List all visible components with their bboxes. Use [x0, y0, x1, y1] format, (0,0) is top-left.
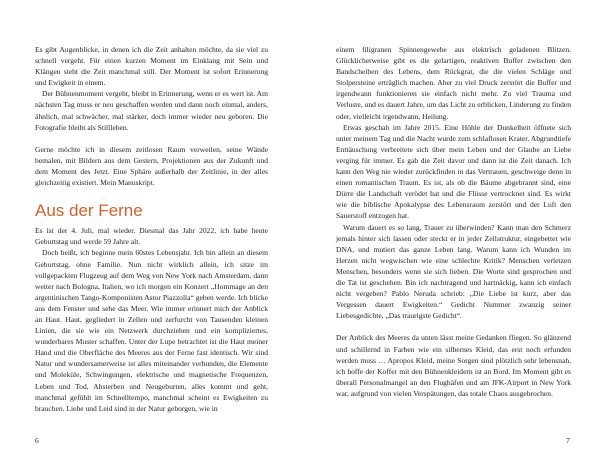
left-page — [35, 44, 268, 414]
right-text-column — [336, 44, 571, 399]
paragraph: Der Anblick des Meeres da unten lässt meine Gedanken fliegen. So glänzend und schillernd in Farben wie ein silbernes Kleid, das erst noch erfunden werden muss … Apropos Kleid, meine Sorgen sind plötzlich sehr lebensnah, ich hoffe der Koffer mit den Bühnenkleidern ist an Bord. Im Moment gibt es überall Personalmangel an den Flughäfen und am JFK-Airport in New York war, aufgrund von vielen Verspätungen, das totale Chaos ausgebrochen. — [336, 333, 571, 398]
paragraph: einem filigranen Spinnengewebe aus elektrisch geladenen Blitzen. Glücklicherweise gibt es die gelartigen, reaktiven Buffer zwischen den Bandscheiben des Lebens, dem Rückgrat, die die vielen Schläge und Stolpersteine erträglich machen. Aber zu viel Druck zerstört die Buffer und irgendwann funktionieren sie einfach nicht mehr. Zu viel Trauma und Verluste, und es dauert Jahre, um das Licht zu erblicken, Linderung zu finden oder, vielleicht irgendwann, Heilung. — [336, 45, 571, 121]
section-heading: Aus der Ferne — [35, 201, 143, 221]
paragraph: Warum dauert es so lang, Trauer zu überwinden? Kann man den Schmerz jemals hinter sich lassen oder steckt er in jeder Zellstruktur, eingebettet wie DNA, und mutiert das ganze Leben lang. Warum kann ich Wunden im Herzen nicht wegwischen wie eine schlechte Kritik? Menschen verletzen Menschen, besonders wenn sie sich lieben. Die Worte sind gesprochen und die Tat ist geschehen. Bin ich nachtragend und hartnäckig, kann ich einfach nicht vergeben? Pablo Neruda schrieb: „Die Liebe ist kurz, aber das Vergessen dauert Ewigkeiten.“ Gedicht Nummer zwanzig seiner Liebesgedichte, „Das traurigste Gedicht“. — [336, 222, 571, 321]
paragraph: Doch heißt, ich beginne mein 60stes Lebensjahr. Ich bin allein an diesem Geburtstag, ohne Familie. Nun nicht wirklich allein, ich sitze im vollgepackten Flugzeug auf dem Weg von New York nach Amsterdam, dann weiter nach Bologna, Italien, wo ich morgen ein Konzert „Hommage an den argentinischen Tango-Komponisten Astor Piazzolla“ geben werde. Ich blicke aus dem Fenster und sehe das Meer. Wie immer erinnert mich der Anblick an Haut. Haut, gegliedert in Zellen und zerfurcht von Tausenden kleinen Linien, die sie wie ein Netzwerk durchziehen und ein kompliziertes, wunderbares Muster schaffen. Unter der Lupe betrachtet ist die Haut meiner Hand und die Oberfläche des Meeres aus der Ferne fast identisch. Wir sind Natur und wundersamerweise ist alles miteinander verbunden, die Elemente und Moleküle, Schwingungen, elektrische und magnetische Frequenzen, Leben und Tod, Absterben und Neugeburten, alles kommt und geht, manchmal gefühlt im Schnelltempo, manchmal scheint es Ewigkeiten zu brauchen. Liebe und Leid sind in der Natur geborgen, wie in — [35, 248, 268, 413]
paragraph: Gerne möchte ich in diesem zeitlosen Raum verweilen, seine Wände bemalen, mit Bildern aus dem Gestern, Projektionen aus der Zukunft und dem Moment des Jetzt. Eine Sphäre außerhalb der Zeitlinie, in der alles gleichzeitig existiert. Mein Manuskript. — [35, 144, 268, 188]
paragraph: Etwas geschah im Jahre 2015. Eine Höhle der Dunkelheit öffnete sich unter meinem Tag und die Nacht wurde zum schlaflosen Krater. Abgrundtiefe Enttäuschung verbreitete sich über mein Leben und der Glaube an Liebe verging für immer. Es gab die Zeit davor und dann ist die Zeit danach. Ich kann den Weg nie wieder zurückfinden in das Vertrauen, geschweige denn in einen romantischen Traum. Es ist, als ob die Bäume abgebrannt sind, eine Dürre die Landschaft verödet hat und die Flüsse vertrocknet sind. Es wirkt wie die biblische Apokalypse des Lebensraum zerstört und der Luft den Sauerstoff entzogen hat. — [336, 122, 571, 221]
right-page — [336, 44, 571, 399]
page-number-right: 7 — [566, 436, 570, 445]
paragraph: Der Bühnenmoment vergeht, bleibt in Erinnerung, wenn er es wert ist. Am nächsten Tag muss er neu geschaffen werden und dann noch einmal, anders, ähnlich, mal schwächer, mal stärker, doch immer wieder neu geboren. Die Fotografie bleibt als Stillleben. — [35, 89, 268, 132]
paragraph: Es ist der 4. Juli, mal wieder. Diesmal das Jahr 2022, ich habe heute Geburtstag und werde 59 Jahre alt. — [35, 226, 268, 247]
page-number-left: 6 — [35, 436, 39, 445]
paragraph: Es gibt Augenblicke, in denen ich die Zeit anhalten möchte, da sie viel zu schnell vergeht. Für einen kurzen Moment im Einklang mit Sein und Klängen steht die Zeit manchmal still. Der Moment ist sofort Erinnerung und Ewigkeit in einem. — [35, 45, 268, 88]
left-text-column — [35, 44, 268, 414]
